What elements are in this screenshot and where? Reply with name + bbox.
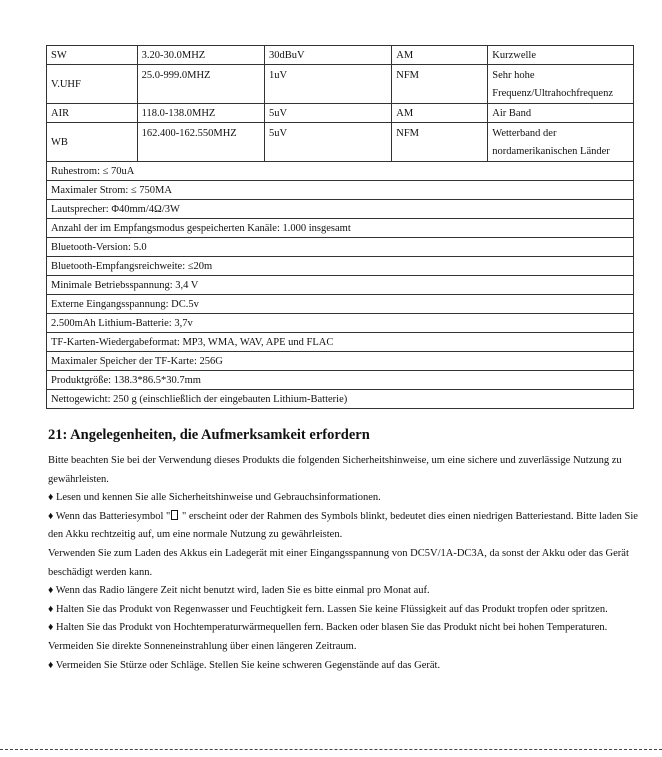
spec-text: Lautsprecher: Φ40mm/4Ω/3W	[47, 200, 634, 219]
band-description-line: Frequenz/Ultrahochfrequenz	[492, 88, 613, 99]
spec-row	[47, 390, 634, 409]
spec-text: Minimale Betriebsspannung: 3,4 V	[47, 276, 634, 295]
band-name: AIR	[47, 104, 138, 123]
bullet-read-instructions: ♦ Lesen und kennen Sie alle Sicherheitshinweise und Gebrauchsinformationen.	[48, 492, 381, 504]
intro-paragraph: Bitte beachten Sie bei der Verwendung dieses Produkts die folgenden Sicherheitshinweise, um eine sichere und zuverlässige Nutzung zu gewährleisten.	[48, 455, 622, 485]
spec-text: Nettogewicht: 250 g (einschließlich der eingebauten Lithium-Batterie)	[47, 390, 634, 409]
spec-row	[47, 352, 634, 371]
sunlight-paragraph: Vermeiden Sie direkte Sonneneinstrahlung über einen längeren Zeitraum.	[48, 640, 357, 652]
band-description: Kurzwelle	[488, 46, 634, 65]
spec-row	[47, 333, 634, 352]
spec-row	[47, 219, 634, 238]
band-row-sw	[47, 46, 634, 65]
band-name: WB	[47, 123, 138, 162]
bullet-moisture: ♦ Halten Sie das Produkt von Regenwasser und Feuchtigkeit fern. Lassen Sie keine Flüssigkeit auf das Produkt tropfen oder spritzen.	[48, 603, 608, 615]
band-description: Air Band	[488, 104, 634, 123]
band-row-air	[47, 104, 634, 123]
spec-text: Ruhestrom: ≤ 70uA	[47, 162, 634, 181]
band-name: V.UHF	[47, 65, 138, 104]
spec-text: Maximaler Strom: ≤ 750MA	[47, 181, 634, 200]
bullet-monthly-charge: ♦ Wenn das Radio längere Zeit nicht benutzt wird, laden Sie es bitte einmal pro Monat auf.	[48, 585, 430, 597]
spec-row	[47, 314, 634, 333]
spec-row	[47, 276, 634, 295]
band-mode: AM	[392, 104, 488, 123]
spec-text: 2.500mAh Lithium-Batterie: 3,7v	[47, 314, 634, 333]
band-range: 25.0-999.0MHZ	[137, 65, 264, 104]
bullet-battery-symbol	[48, 508, 638, 545]
band-description	[488, 65, 634, 104]
band-mode: NFM	[392, 123, 488, 162]
band-mode: NFM	[392, 65, 488, 104]
spec-text: Bluetooth-Version: 5.0	[47, 238, 634, 257]
band-name: SW	[47, 46, 138, 65]
band-range: 162.400-162.550MHZ	[137, 123, 264, 162]
page-divider	[0, 749, 662, 750]
spec-row	[47, 295, 634, 314]
band-description	[488, 123, 634, 162]
band-sensitivity: 5uV	[264, 123, 391, 162]
safety-notes	[48, 452, 638, 675]
bullet-text: ♦ Wenn das Batteriesymbol "	[48, 510, 171, 522]
bullet-text: " erscheint oder der Rahmen des Symbols blinkt, bedeutet dies einen niedrigen Batteriestand. Bitte laden Sie den Akku rechtzeitig auf, um eine normale Nutzung zu gewährleisten.	[48, 510, 638, 541]
spec-row	[47, 238, 634, 257]
spec-text: Externe Eingangsspannung: DC.5v	[47, 295, 634, 314]
band-range: 3.20-30.0MHZ	[137, 46, 264, 65]
bullet-impact: ♦ Vermeiden Sie Stürze oder Schläge. Stellen Sie keine schweren Gegenstände auf das Gerät.	[48, 659, 441, 671]
spec-row	[47, 257, 634, 276]
section-heading: 21: Angelegenheiten, die Aufmerksamkeit erfordern	[48, 427, 370, 443]
spec-text: Maximaler Speicher der TF-Karte: 256G	[47, 352, 634, 371]
band-range: 118.0-138.0MHZ	[137, 104, 264, 123]
spec-text: Anzahl der im Empfangsmodus gespeicherten Kanäle: 1.000 insgesamt	[47, 219, 634, 238]
band-row-wb	[47, 123, 634, 162]
spec-text: Bluetooth-Empfangsreichweite: ≤20m	[47, 257, 634, 276]
spec-text: TF-Karten-Wiedergabeformat: MP3, WMA, WAV, APE und FLAC	[47, 333, 634, 352]
band-description-line: nordamerikanischen Länder	[492, 146, 610, 157]
spec-text: Produktgröße: 138.3*86.5*30.7mm	[47, 371, 634, 390]
specification-table	[46, 45, 634, 409]
spec-row	[47, 371, 634, 390]
spec-row	[47, 200, 634, 219]
charging-paragraph: Verwenden Sie zum Laden des Akkus ein Ladegerät mit einer Eingangsspannung von DC5V/1A-DC3A, da sonst der Akku oder das Gerät beschädigt werden kann.	[48, 547, 629, 578]
band-sensitivity: 30dBuV	[264, 46, 391, 65]
band-sensitivity: 1uV	[264, 65, 391, 104]
spec-row	[47, 162, 634, 181]
band-row-vuhf	[47, 65, 634, 104]
band-mode: AM	[392, 46, 488, 65]
band-description-line: Wetterband der	[492, 128, 557, 139]
bullet-heat: ♦ Halten Sie das Produkt von Hochtemperaturwärmequellen fern. Backen oder blasen Sie das Produkt nicht bei hohen Temperaturen.	[48, 622, 608, 634]
spec-row	[47, 181, 634, 200]
battery-icon	[171, 510, 178, 520]
band-description-line: Sehr hohe	[492, 70, 535, 81]
band-sensitivity: 5uV	[264, 104, 391, 123]
